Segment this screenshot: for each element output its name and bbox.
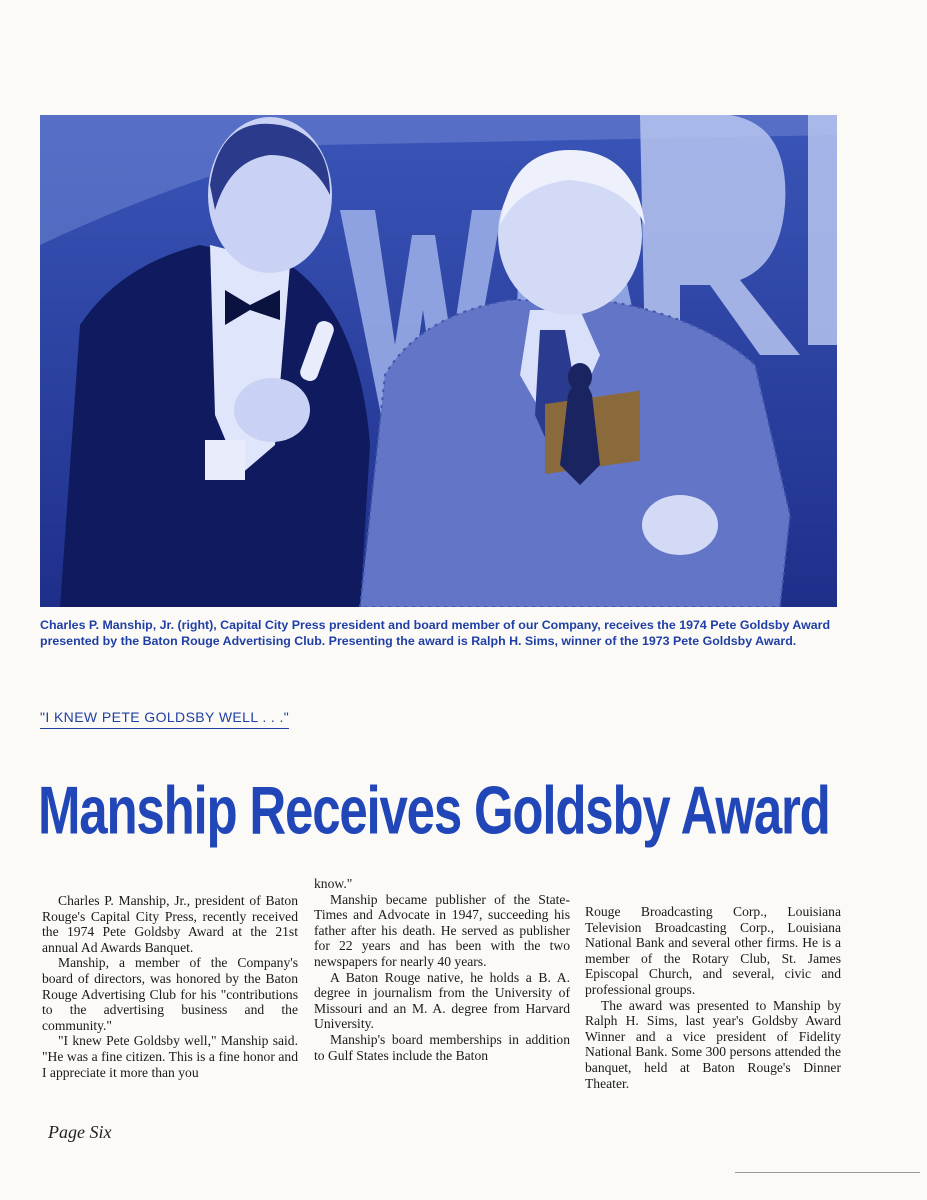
award-photo	[40, 115, 837, 607]
paragraph: Manship's board memberships in addition to Gulf States include the Baton	[314, 1031, 570, 1063]
page-number: Page Six	[48, 1122, 112, 1142]
article-headline: Manship Receives Goldsby Award	[38, 772, 830, 848]
paragraph: Rouge Broadcasting Corp., Louisiana Television Broadcasting Corp., Louisiana National Bank and several other firms. He is a member of the Rotary Club, St. James Episcopal Church, and several, civic and professional groups.	[585, 904, 841, 997]
article-column-1	[42, 893, 298, 1080]
paragraph: Manship, a member of the Company's board of directors, was honored by the Baton Rouge Advertising Club for his "contributions to the advertising business and the community."	[42, 955, 298, 1033]
paragraph: Manship became publisher of the State-Times and Advocate in 1947, succeeding his father after his death. He served as publisher for 22 years and has been with the two newspapers for nearly 40 years.	[314, 891, 570, 969]
paragraph: know."	[314, 876, 353, 891]
divider	[735, 1172, 920, 1173]
paragraph: Charles P. Manship, Jr., president of Baton Rouge's Capital City Press, recently received the 1974 Pete Goldsby Award at the 21st annual Ad Awards Banquet.	[42, 893, 298, 955]
award-ceremony-image	[40, 115, 837, 607]
article-column-3	[585, 904, 841, 1091]
article-column-2	[314, 876, 570, 1063]
paragraph: "I knew Pete Goldsby well," Manship said. "He was a fine citizen. This is a fine honor and I appreciate it more than you	[42, 1033, 298, 1080]
photo-caption: Charles P. Manship, Jr. (right), Capital City Press president and board member of our Company, receives the 1974 Pete Goldsby Award presented by the Baton Rouge Advertising Club. Presenting the award is Ralph H. Sims, winner of the 1973 Pete Goldsby Award.	[40, 618, 831, 648]
kicker-quote: "I KNEW PETE GOLDSBY WELL . . ."	[40, 709, 289, 729]
paragraph: The award was presented to Manship by Ralph H. Sims, last year's Goldsby Award Winner and a vice president of Fidelity National Bank. Some 300 persons attended the banquet, held at Baton Rouge's Dinner Theater.	[585, 997, 841, 1091]
paragraph: A Baton Rouge native, he holds a B. A. degree in journalism from the University of Missouri and an M. A. degree from Harvard University.	[314, 969, 570, 1032]
